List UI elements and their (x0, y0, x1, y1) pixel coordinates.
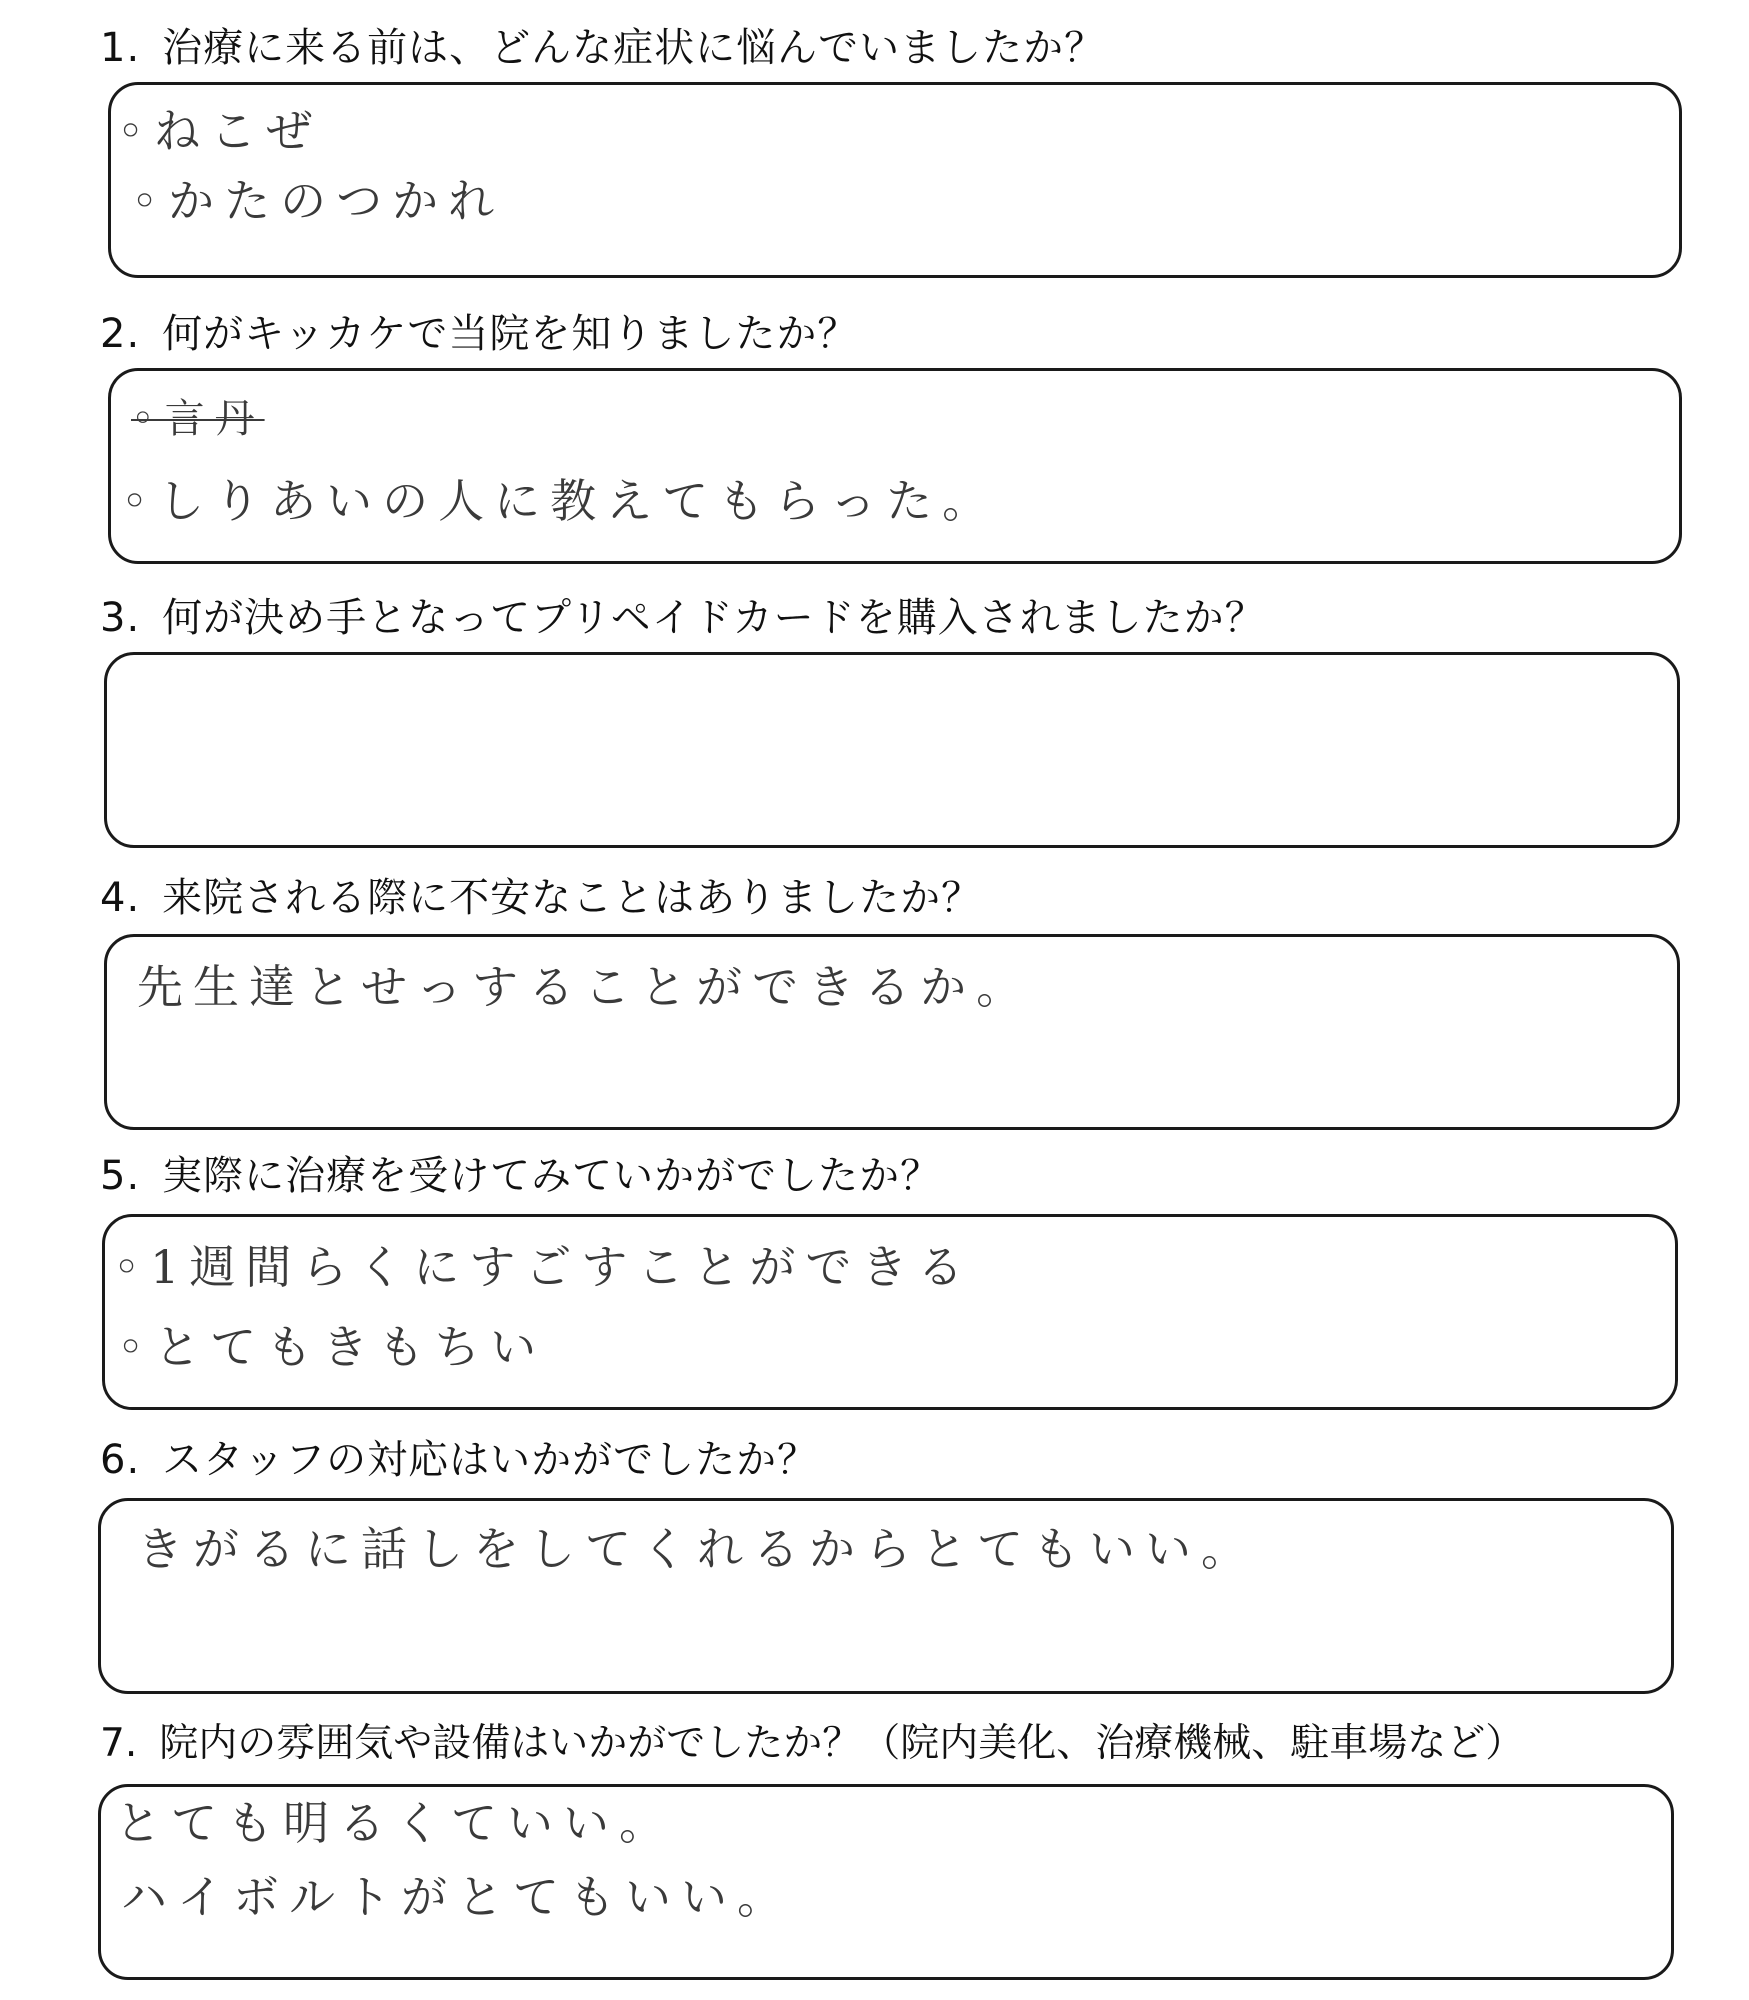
answer-box-6[interactable] (98, 1498, 1674, 1694)
answer-1-line-1: ◦ねこぜ (117, 104, 323, 158)
question-2-label (100, 310, 858, 358)
question-4-text: 来院される際に不安なことはありましたか？ (162, 875, 983, 921)
question-2-text: 何がキッカケで当院を知りましたか？ (162, 311, 859, 357)
question-7-label (100, 1720, 1524, 1768)
question-7-text: 院内の雰囲気や設備はいかがでしたか？（院内美化、治療機械、駐車場など） (159, 1721, 1525, 1766)
answer-7-line-1: とても明るくていい。 (115, 1796, 675, 1850)
answer-box-1[interactable] (108, 82, 1682, 278)
question-5-text: 実際に治療を受けてみていかがでしたか？ (162, 1153, 942, 1199)
question-5-label (100, 1152, 941, 1200)
answer-7-line-2: ハイボルトがとてもいい。 (121, 1870, 793, 1924)
answer-box-5[interactable] (102, 1214, 1678, 1410)
question-7-number: 7. (100, 1721, 138, 1766)
answer-1-line-2: ◦かたのつかれ (131, 174, 505, 228)
answer-box-7[interactable] (98, 1784, 1674, 1980)
answer-box-2[interactable] (108, 368, 1682, 564)
question-2-number: 2. (100, 311, 141, 357)
question-4-number: 4. (100, 875, 141, 921)
question-4-label (100, 874, 982, 922)
answer-2-line-1: ◦しりあいの人に教えてもらった。 (121, 474, 999, 528)
answer-2-struck-text: ◦言丹 (131, 396, 265, 442)
answer-box-3[interactable] (104, 652, 1680, 848)
question-1-text: 治療に来る前は、どんな症状に悩んでいましたか？ (162, 25, 1106, 71)
question-3-label (100, 594, 1266, 642)
question-1-number: 1. (100, 25, 141, 71)
answer-6-line-1: きがるに話しをしてくれるからとてもいい。 (137, 1522, 1257, 1576)
question-6-number: 6. (100, 1437, 141, 1483)
answer-4-line-1: 先生達とせっすることができるか。 (137, 960, 1033, 1014)
answer-box-4[interactable] (104, 934, 1680, 1130)
answer-5-line-2: ◦とてもきもちい (117, 1320, 547, 1374)
answer-5-line-1: ◦1週間らくにすごすことができる (113, 1240, 974, 1294)
question-3-text: 何が決め手となってプリペイドカードを購入されましたか？ (162, 595, 1266, 641)
question-1-label (100, 24, 1105, 72)
question-6-text: スタッフの対応はいかがでしたか？ (162, 1437, 819, 1483)
question-3-number: 3. (100, 595, 141, 641)
question-5-number: 5. (100, 1153, 141, 1199)
question-6-label (100, 1436, 818, 1484)
